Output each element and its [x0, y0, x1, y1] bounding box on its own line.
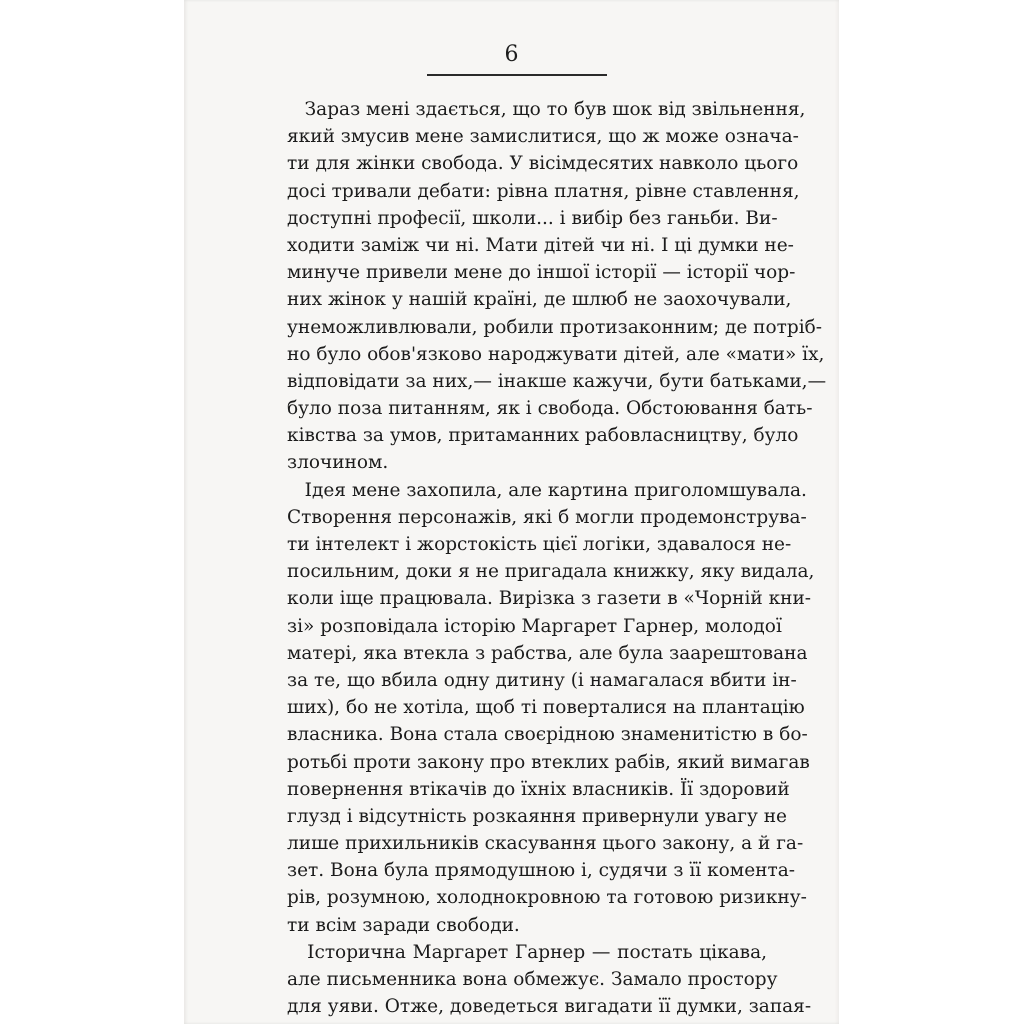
- text-line: відповідати за них,— інакше кажучи, бути батьками,—: [287, 370, 827, 392]
- text-line: досі тривали дебати: рівна платня, рівне ставлення,: [287, 180, 800, 202]
- text-line: лише прихильників скасування цього закону, а й га-: [287, 833, 804, 855]
- text-line: посильним, доки я не пригадала книжку, яку видала,: [287, 561, 815, 583]
- text-line: Історична Маргарет Гарнер — постать цікава,: [287, 941, 767, 963]
- text-line: зі» розповідала історію Маргарет Гарнер, молодої: [287, 615, 782, 637]
- text-line: за те, що вбила одну дитину (і намагалася вбити ін-: [287, 669, 797, 691]
- text-line: коли іще працювала. Вирізка з газети в «Чорній кни-: [287, 588, 812, 610]
- text-line: власника. Вона стала своєрідною знаменитістю в бо-: [287, 724, 808, 746]
- text-line: злочином.: [287, 452, 389, 474]
- text-line: ти для жінки свобода. У вісімдесятих навколо цього: [287, 153, 799, 175]
- text-line: ти інтелект і жорстокість цієї логіки, здавалося не-: [287, 534, 792, 555]
- text-line: них жінок у нашій країні, де шлюб не заохочували,: [287, 289, 792, 311]
- text-line: Ідея мене захопила, але картина приголомшувала.: [287, 479, 807, 501]
- text-line: рів, розумною, холоднокровною та готовою ризикну-: [287, 887, 807, 909]
- text-line: но було обов'язково народжувати дітей, але «мати» їх,: [287, 343, 825, 365]
- text-line: ротьбі проти закону про втеклих рабів, який вимагав: [287, 751, 810, 773]
- page-number: 6: [504, 42, 519, 67]
- text-line: ших), бо не хотіла, щоб ті поверталися на плантацію: [287, 697, 805, 719]
- text-line: Зараз мені здається, що то був шок від звільнення,: [287, 99, 806, 120]
- text-line: доступні професії, школи... і вибір без ганьби. Ви-: [287, 207, 778, 229]
- text-line: ходити заміж чи ні. Мати дітей чи ні. І ці думки не-: [287, 234, 794, 256]
- body-text: [287, 96, 827, 1020]
- text-line: ківства за умов, притаманних рабовласництву, було: [287, 425, 799, 447]
- text-line: унеможливлювали, робили протизаконним; де потріб-: [287, 316, 823, 338]
- text-line: але письменника вона обмежує. Замало простору: [287, 969, 778, 990]
- text-line: ти всім заради свободи.: [287, 914, 520, 936]
- text-line: минуче привели мене до іншої історії — історії чор-: [287, 262, 796, 284]
- text-line: Створення персонажів, які б могли продемонструва-: [287, 506, 807, 528]
- text-line: було поза питанням, як і свобода. Обстоювання бать-: [287, 398, 813, 420]
- text-line: матері, яка втекла з рабства, але була заарештована: [287, 642, 808, 664]
- text-line: зет. Вона була прямодушною і, судячи з її коментa-: [287, 860, 795, 882]
- text-line: для уяви. Отже, доведеться вигадати її думки, запая-: [287, 996, 812, 1018]
- text-line: повернення втікачів до їхніх власників. Її здоровий: [287, 778, 790, 800]
- text-line: глузд і відсутність розкаяння привернули увагу не: [287, 805, 787, 827]
- header-rule: [427, 74, 607, 76]
- book-page: [184, 0, 839, 1024]
- text-line: який змусив мене замислитися, що ж може означа-: [287, 126, 799, 148]
